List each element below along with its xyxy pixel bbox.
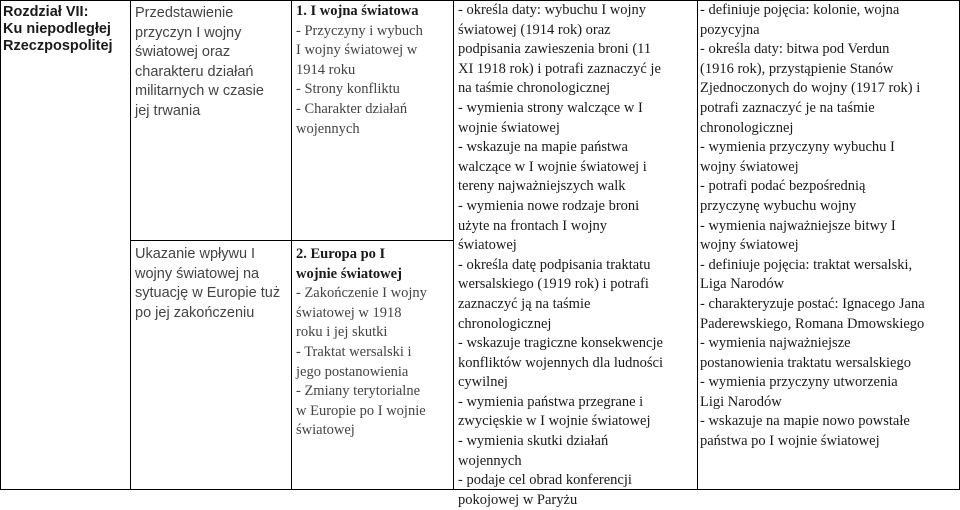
- requirement-line: Ukazanie wpływu I: [135, 246, 256, 262]
- column-divider-4: [697, 0, 698, 490]
- requirement-1: [135, 4, 285, 121]
- topic-line: - Zakończenie I wojny: [296, 285, 427, 302]
- extended-requirement-line: - wymienia najważniejsze bitwy I: [700, 217, 896, 234]
- extended-requirement-line: Zjednoczonych do wojny (1917 rok) i: [700, 80, 921, 97]
- extended-requirement-line: postanowienia traktatu wersalskiego: [700, 354, 911, 371]
- topic-line: jego postanowienia: [296, 363, 409, 380]
- chapter-title: [3, 4, 123, 55]
- topic-heading: 1. I wojna światowa: [296, 3, 419, 19]
- extended-requirement-line: - charakteryzuje postać: Ignacego Jana: [700, 295, 925, 312]
- topic-line: - Charakter działań: [296, 100, 408, 117]
- extended-requirement-line: - wskazuje na mapie nowo powstałe: [700, 413, 910, 430]
- basic-requirement-line: światowej (1914 rok) oraz: [458, 21, 611, 38]
- requirement-line: po jej zakończeniu: [135, 304, 255, 321]
- requirement-line: militarnych w czasie: [135, 83, 264, 99]
- extended-requirement-line: - wymienia przyczyny wybuchu I: [700, 139, 895, 156]
- basic-requirement-line: - podaje cel obrad konferencji: [458, 472, 632, 489]
- column-divider-3: [453, 0, 454, 490]
- topic-heading: wojnie światowej: [296, 265, 402, 282]
- requirement-2: [135, 245, 285, 323]
- extended-requirement-line: Liga Narodów: [700, 276, 785, 293]
- topic-1: [296, 2, 446, 139]
- extended-requirement-line: - wymienia przyczyny utworzenia: [700, 374, 898, 391]
- extended-requirement-line: - definiuje pojęcia: traktat wersalski,: [700, 256, 913, 273]
- topic-heading: 2. Europa po I: [296, 246, 386, 262]
- topic-line: w Europie po I wojnie: [296, 402, 426, 419]
- requirement-line: wojny światowej na: [135, 265, 260, 282]
- topic-line: światowej: [296, 422, 355, 439]
- extended-requirement-line: - określa daty: bitwa pod Verdun: [700, 41, 890, 58]
- basic-requirement-line: - określa daty: wybuchu I wojny: [458, 2, 647, 18]
- basic-requirement-line: pokojowej w Paryżu: [458, 491, 578, 508]
- basic-requirement-line: walczące w I wojnie światowej i: [458, 158, 647, 175]
- basic-requirement-line: tereny najważniejszych walk: [458, 178, 626, 195]
- basic-requirement-line: zwycięskie w I wojnie światowej: [458, 413, 651, 430]
- extended-requirement-line: przyczynę wybuchu wojny: [700, 197, 857, 214]
- basic-requirement-line: XI 1918 rok) i potrafi zaznaczyć je: [458, 60, 661, 77]
- requirement-line: przyczyn I wojny: [135, 24, 242, 41]
- basic-requirement-line: - wskazuje tragiczne konsekwencje: [458, 335, 663, 352]
- extended-requirement-line: chronologicznej: [700, 119, 794, 136]
- chapter-title-line: Rzeczpospolitej: [3, 38, 113, 54]
- table-border-left: [0, 0, 1, 490]
- basic-requirement-line: podpisania zawieszenia broni (11: [458, 41, 652, 58]
- extended-requirement-line: wojny światowej: [700, 158, 799, 175]
- extended-requirement-line: pozycyjna: [700, 21, 760, 38]
- topic-line: - Zmiany terytorialne: [296, 383, 421, 400]
- basic-requirement-line: wojennych: [458, 452, 522, 469]
- basic-requirement-line: - wskazuje na mapie państwa: [458, 139, 628, 156]
- extended-requirement-line: Paderewskiego, Romana Dmowskiego: [700, 315, 925, 332]
- topic-line: 1914 roku: [296, 61, 356, 78]
- extended-requirement-line: (1916 rok), przystąpienie Stanów: [700, 60, 894, 77]
- extended-requirements: [700, 1, 958, 452]
- basic-requirement-line: - wymienia państwa przegrane i: [458, 393, 644, 410]
- requirement-line: jej trwania: [135, 102, 201, 119]
- topic-line: - Traktat wersalski i: [296, 343, 412, 360]
- requirement-line: światowej oraz: [135, 44, 231, 60]
- basic-requirements: [458, 1, 696, 510]
- chapter-title-line: Ku niepodległej: [3, 21, 111, 37]
- basic-requirement-line: - określa datę podpisania traktatu: [458, 256, 651, 273]
- requirement-line: Przedstawienie: [135, 5, 234, 21]
- topic-line: - Przyczyny i wybuch: [296, 22, 423, 39]
- basic-requirement-line: konfliktów wojennych dla ludności: [458, 354, 663, 371]
- basic-requirement-line: wersalskiego (1919 rok) i potrafi: [458, 276, 649, 293]
- basic-requirement-line: - wymienia skutki działań: [458, 433, 609, 450]
- topic-line: - Strony konfliktu: [296, 81, 400, 98]
- extended-requirement-line: wojny światowej: [700, 237, 799, 254]
- extended-requirement-line: Ligi Narodów: [700, 393, 782, 410]
- topic-2: [296, 245, 446, 441]
- column-divider-2: [291, 0, 292, 490]
- column-divider-1: [130, 0, 131, 490]
- basic-requirement-line: chronologicznej: [458, 315, 552, 332]
- requirement-line: charakteru działań: [135, 63, 254, 80]
- topic-line: wojennych: [296, 120, 360, 137]
- topic-line: I wojny światowej w: [296, 42, 418, 59]
- row-divider: [130, 240, 454, 241]
- basic-requirement-line: światowej: [458, 237, 517, 254]
- basic-requirement-line: zaznaczyć ją na taśmie: [458, 295, 591, 312]
- basic-requirement-line: użyte na frontach I wojny: [458, 217, 607, 234]
- topic-line: roku i jej skutki: [296, 324, 388, 341]
- basic-requirement-line: - wymienia strony walczące w I: [458, 99, 643, 116]
- basic-requirement-line: cywilnej: [458, 374, 508, 391]
- chapter-title-line: Rozdział VII:: [3, 4, 89, 20]
- extended-requirement-line: - definiuje pojęcia: kolonie, wojna: [700, 2, 900, 18]
- extended-requirement-line: - potrafi podać bezpośrednią: [700, 178, 866, 195]
- topic-line: światowej w 1918: [296, 304, 402, 321]
- extended-requirement-line: państwa po I wojnie światowej: [700, 433, 880, 450]
- extended-requirement-line: potrafi zaznaczyć je na taśmie: [700, 99, 875, 116]
- basic-requirement-line: - wymienia nowe rodzaje broni: [458, 197, 640, 214]
- basic-requirement-line: na taśmie chronologicznej: [458, 80, 611, 97]
- requirement-line: sytuację w Europie tuż: [135, 285, 281, 301]
- extended-requirement-line: - wymienia najważniejsze: [700, 335, 851, 352]
- basic-requirement-line: wojnie światowej: [458, 119, 560, 136]
